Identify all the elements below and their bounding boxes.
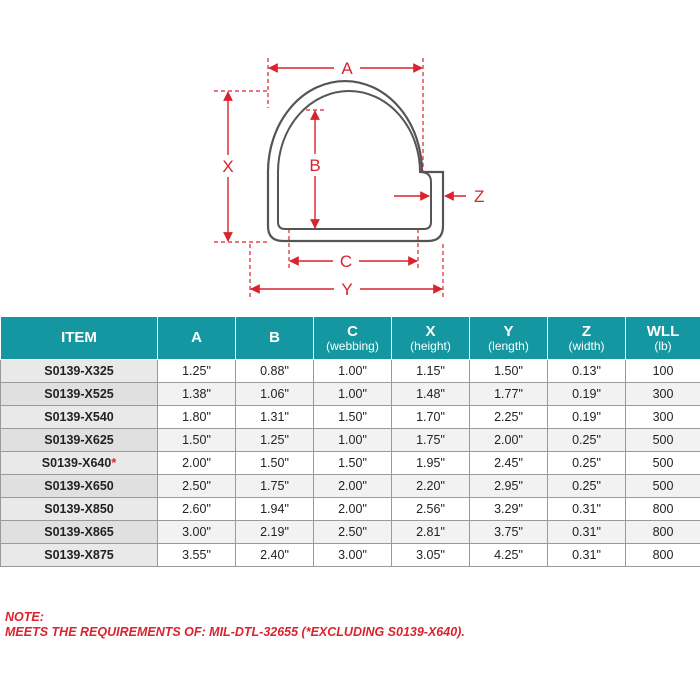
- dimension-y-label: Y: [341, 280, 353, 299]
- dimension-c-label: C: [339, 252, 353, 271]
- item-cell: [1, 498, 158, 521]
- cell-z: 0.25": [548, 429, 626, 452]
- cell-y: 2.00": [470, 429, 548, 452]
- cell-a: 2.50": [158, 475, 236, 498]
- table-header-row: [1, 317, 700, 360]
- cell-c: 2.00": [314, 475, 392, 498]
- column-header-b: [236, 317, 314, 360]
- dimension-b-label: B: [309, 156, 321, 175]
- table-row: [1, 498, 700, 521]
- cell-x: 2.56": [392, 498, 470, 521]
- d-ring-outer-outline: [268, 81, 443, 241]
- cell-a: 1.50": [158, 429, 236, 452]
- item-code: S0139-X650: [44, 479, 114, 493]
- cell-a: 3.55": [158, 544, 236, 567]
- table-row: [1, 429, 700, 452]
- item-code: S0139-X525: [44, 387, 114, 401]
- cell-y: 3.29": [470, 498, 548, 521]
- column-header-sublabel: (lb): [654, 338, 672, 353]
- dimension-a-label: A: [341, 59, 353, 78]
- column-header-y: [470, 317, 548, 360]
- cell-b: 1.06": [236, 383, 314, 406]
- item-cell: [1, 383, 158, 406]
- column-header-label: X: [425, 322, 436, 340]
- cell-z: 0.31": [548, 498, 626, 521]
- column-header-label: Y: [503, 322, 514, 340]
- item-cell: [1, 406, 158, 429]
- item-code: S0139-X325: [44, 364, 114, 378]
- cell-z: 0.25": [548, 452, 626, 475]
- cell-wll: 300: [626, 383, 700, 406]
- cell-wll: 100: [626, 360, 700, 383]
- table-row: [1, 544, 700, 567]
- cell-a: 1.38": [158, 383, 236, 406]
- cell-c: 1.00": [314, 360, 392, 383]
- column-header-c: [314, 317, 392, 360]
- cell-c: 1.00": [314, 429, 392, 452]
- column-header-label: Z: [581, 322, 592, 340]
- column-header-item: [1, 317, 158, 360]
- column-header-label: WLL: [646, 322, 680, 340]
- item-cell: [1, 521, 158, 544]
- cell-z: 0.31": [548, 521, 626, 544]
- table-row: [1, 383, 700, 406]
- cell-x: 1.95": [392, 452, 470, 475]
- cell-z: 0.19": [548, 383, 626, 406]
- table-row: [1, 475, 700, 498]
- cell-wll: 800: [626, 544, 700, 567]
- cell-y: 1.77": [470, 383, 548, 406]
- cell-a: 1.25": [158, 360, 236, 383]
- d-ring-inner-outline: [278, 91, 431, 229]
- cell-wll: 500: [626, 452, 700, 475]
- cell-wll: 300: [626, 406, 700, 429]
- item-code: S0139-X865: [44, 525, 114, 539]
- cell-y: 4.25": [470, 544, 548, 567]
- cell-a: 2.00": [158, 452, 236, 475]
- item-code: S0139-X540: [44, 410, 114, 424]
- column-header-wll: [626, 317, 700, 360]
- cell-x: 1.70": [392, 406, 470, 429]
- cell-b: 1.50": [236, 452, 314, 475]
- cell-b: 1.25": [236, 429, 314, 452]
- item-cell: [1, 452, 158, 475]
- cell-c: 3.00": [314, 544, 392, 567]
- item-cell: [1, 544, 158, 567]
- cell-c: 2.00": [314, 498, 392, 521]
- cell-x: 1.75": [392, 429, 470, 452]
- table-row: [1, 452, 700, 475]
- cell-x: 1.15": [392, 360, 470, 383]
- dimension-z-label: Z: [474, 187, 485, 206]
- item-code: S0139-X850: [44, 502, 114, 516]
- column-header-label: A: [191, 329, 202, 347]
- cell-y: 3.75": [470, 521, 548, 544]
- cell-z: 0.31": [548, 544, 626, 567]
- cell-z: 0.19": [548, 406, 626, 429]
- table-row: [1, 521, 700, 544]
- cell-wll: 500: [626, 429, 700, 452]
- column-header-z: [548, 317, 626, 360]
- column-header-label: ITEM: [61, 329, 97, 347]
- cell-c: 1.00": [314, 383, 392, 406]
- d-ring-diagram: [0, 0, 700, 312]
- column-header-x: [392, 317, 470, 360]
- cell-b: 2.19": [236, 521, 314, 544]
- table-row: [1, 406, 700, 429]
- column-header-sublabel: (height): [410, 338, 451, 353]
- column-header-sublabel: (width): [568, 338, 605, 353]
- cell-x: 2.81": [392, 521, 470, 544]
- cell-wll: 500: [626, 475, 700, 498]
- item-cell: [1, 475, 158, 498]
- cell-b: 1.75": [236, 475, 314, 498]
- item-code: S0139-X875: [44, 548, 114, 562]
- cell-y: 2.45": [470, 452, 548, 475]
- cell-b: 2.40": [236, 544, 314, 567]
- cell-x: 1.48": [392, 383, 470, 406]
- item-cell: [1, 429, 158, 452]
- cell-c: 2.50": [314, 521, 392, 544]
- cell-wll: 800: [626, 521, 700, 544]
- cell-c: 1.50": [314, 452, 392, 475]
- item-code: S0139-X640: [41, 456, 112, 470]
- item-cell: [1, 360, 158, 383]
- table-body: [1, 360, 700, 567]
- cell-x: 2.20": [392, 475, 470, 498]
- column-header-sublabel: (webbing): [326, 338, 379, 353]
- cell-y: 2.25": [470, 406, 548, 429]
- cell-y: 2.95": [470, 475, 548, 498]
- cell-y: 1.50": [470, 360, 548, 383]
- cell-z: 0.25": [548, 475, 626, 498]
- cell-a: 2.60": [158, 498, 236, 521]
- item-code: S0139-X625: [44, 433, 114, 447]
- column-header-label: B: [269, 329, 280, 347]
- note-title: NOTE:: [5, 610, 44, 624]
- cell-b: 1.94": [236, 498, 314, 521]
- spec-table: [0, 316, 700, 567]
- column-header-sublabel: (length): [488, 338, 529, 353]
- cell-b: 1.31": [236, 406, 314, 429]
- dimension-x-label: X: [222, 157, 234, 176]
- item-asterisk: *: [111, 456, 117, 470]
- cell-a: 3.00": [158, 521, 236, 544]
- cell-wll: 800: [626, 498, 700, 521]
- cell-x: 3.05": [392, 544, 470, 567]
- column-header-label: C: [347, 322, 358, 340]
- cell-c: 1.50": [314, 406, 392, 429]
- note: [5, 610, 465, 640]
- column-header-a: [158, 317, 236, 360]
- cell-a: 1.80": [158, 406, 236, 429]
- table-row: [1, 360, 700, 383]
- cell-z: 0.13": [548, 360, 626, 383]
- cell-b: 0.88": [236, 360, 314, 383]
- note-text: MEETS THE REQUIREMENTS OF: MIL-DTL-32655 (*EXCLUDING S0139-X640).: [5, 625, 465, 639]
